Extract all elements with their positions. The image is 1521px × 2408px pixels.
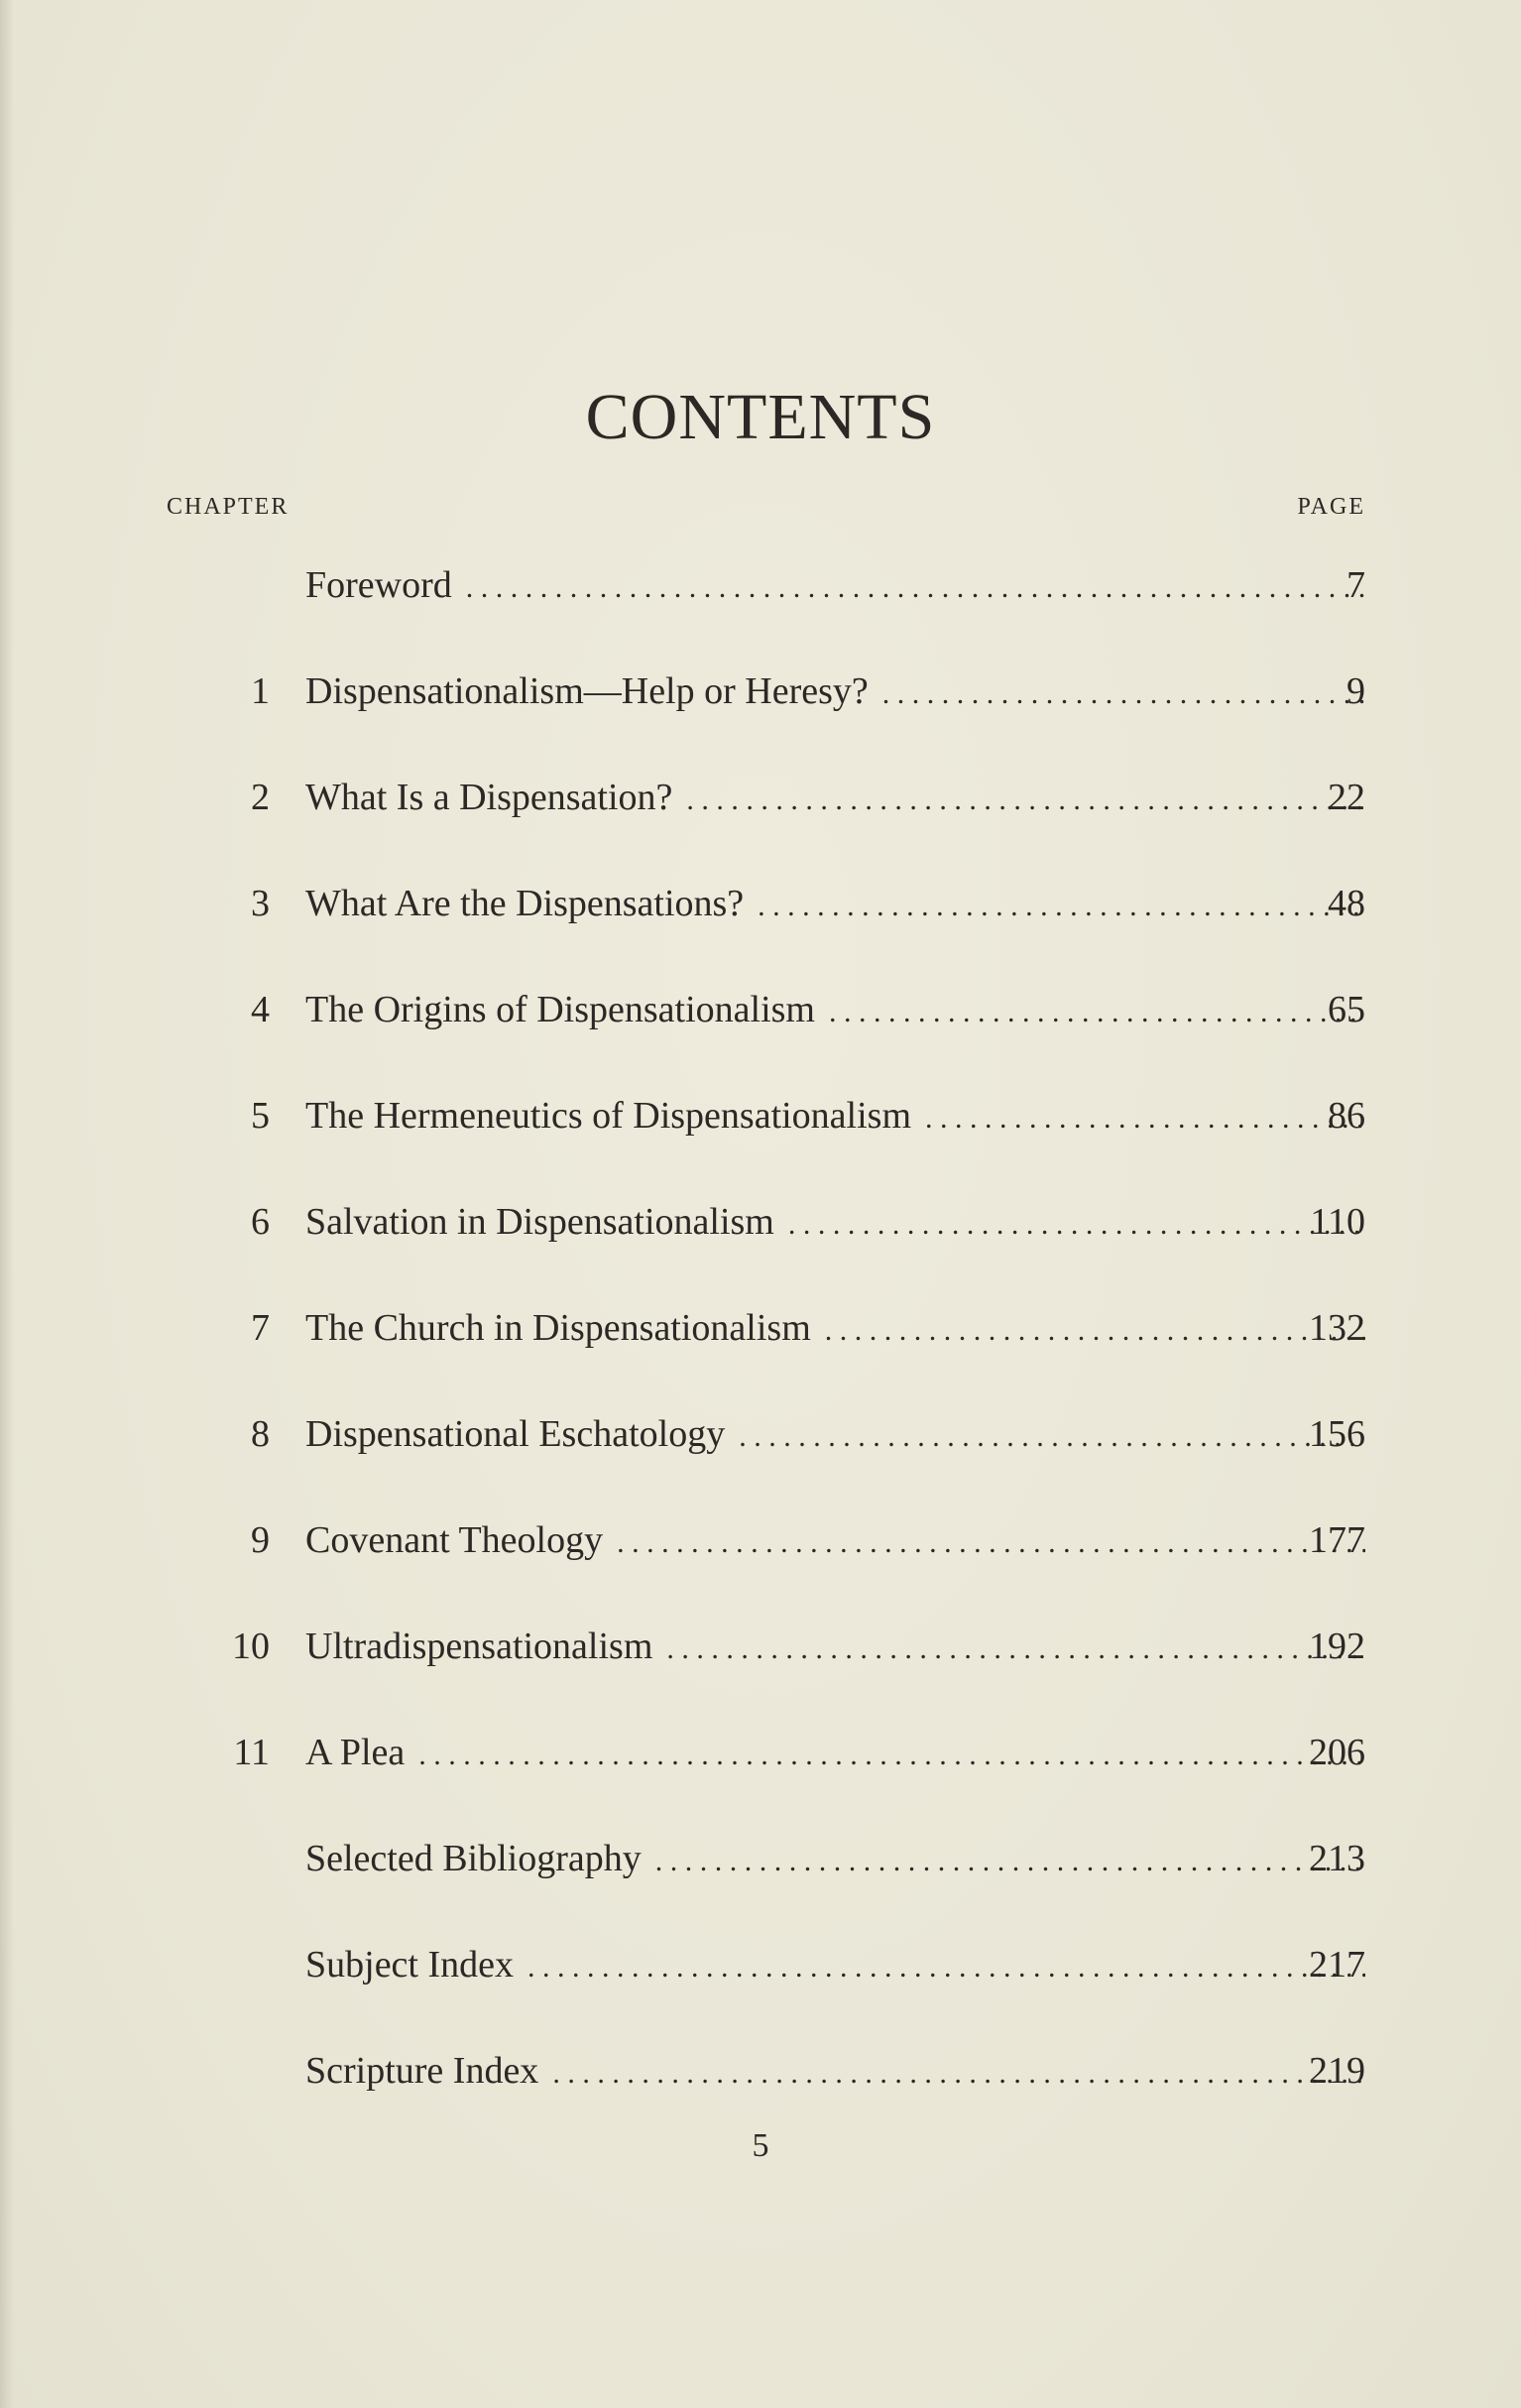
chapter-number: 6 bbox=[251, 1201, 270, 1243]
chapter-number: 5 bbox=[251, 1095, 270, 1137]
chapter-number: 4 bbox=[251, 989, 270, 1030]
leader-dots bbox=[617, 1513, 1365, 1573]
entry-line bbox=[305, 1404, 1365, 1467]
entry-title: A Plea bbox=[305, 1732, 406, 1773]
entry-title: Selected Bibliography bbox=[305, 1838, 642, 1879]
toc-entry-1 bbox=[0, 662, 1521, 721]
chapter-number: 9 bbox=[251, 1519, 270, 1561]
entry-title: Salvation in Dispensationalism bbox=[305, 1201, 774, 1243]
toc-entry-subject-index bbox=[0, 1935, 1521, 1994]
page-number: 132 bbox=[1309, 1307, 1365, 1349]
page-number: 213 bbox=[1309, 1838, 1365, 1879]
entry-line bbox=[305, 1298, 1365, 1361]
entry-title: Ultradispensationalism bbox=[305, 1625, 653, 1667]
page-number: 65 bbox=[1328, 989, 1365, 1030]
page-number: 86 bbox=[1328, 1095, 1365, 1137]
page-number: 206 bbox=[1309, 1732, 1365, 1773]
entry-line bbox=[305, 874, 1365, 936]
leader-dots bbox=[686, 771, 1365, 830]
page-folio-number: 5 bbox=[752, 2127, 769, 2164]
entry-line bbox=[305, 1829, 1365, 1891]
leader-dots bbox=[666, 1620, 1365, 1679]
page-number: 110 bbox=[1310, 1201, 1365, 1243]
entry-title: The Origins of Dispensationalism bbox=[305, 989, 815, 1030]
entry-line bbox=[305, 1617, 1365, 1679]
entry-line bbox=[305, 1510, 1365, 1573]
entry-line bbox=[305, 662, 1365, 724]
chapter-number: 10 bbox=[232, 1625, 270, 1667]
toc-entry-11 bbox=[0, 1723, 1521, 1782]
page-number: 7 bbox=[1346, 564, 1365, 606]
page-number: 48 bbox=[1328, 883, 1365, 924]
page-number: 22 bbox=[1328, 777, 1365, 818]
toc-entry-5 bbox=[0, 1086, 1521, 1145]
page-title: CONTENTS bbox=[585, 381, 936, 453]
toc-entry-7 bbox=[0, 1298, 1521, 1358]
entry-line bbox=[305, 555, 1365, 618]
toc-entry-3 bbox=[0, 874, 1521, 933]
entry-line bbox=[305, 1192, 1365, 1255]
toc-entry-4 bbox=[0, 980, 1521, 1039]
chapter-number: 8 bbox=[251, 1413, 270, 1455]
entry-line bbox=[305, 768, 1365, 830]
page-number: 177 bbox=[1309, 1519, 1365, 1561]
entry-title: Subject Index bbox=[305, 1944, 515, 1986]
entry-title: The Hermeneutics of Dispensationalism bbox=[305, 1095, 912, 1137]
leader-dots bbox=[655, 1832, 1365, 1891]
chapter-number: 2 bbox=[251, 777, 270, 818]
leader-dots bbox=[466, 558, 1365, 618]
page-number: 217 bbox=[1309, 1944, 1365, 1986]
entry-title: Covenant Theology bbox=[305, 1519, 604, 1561]
page-number: 156 bbox=[1309, 1413, 1365, 1455]
entry-line bbox=[305, 1086, 1365, 1148]
page-number: 192 bbox=[1309, 1625, 1365, 1667]
entry-line bbox=[305, 2041, 1365, 2104]
toc-entry-foreword bbox=[0, 555, 1521, 615]
chapter-number: 3 bbox=[251, 883, 270, 924]
entry-title: What Are the Dispensations? bbox=[305, 883, 745, 924]
leader-dots bbox=[552, 2044, 1365, 2104]
entry-line bbox=[305, 980, 1365, 1042]
chapter-number: 11 bbox=[233, 1732, 270, 1773]
entry-line bbox=[305, 1935, 1365, 1997]
page-column-header: PAGE bbox=[1297, 494, 1365, 520]
leader-dots bbox=[418, 1726, 1365, 1785]
chapter-number: 7 bbox=[251, 1307, 270, 1349]
page-number: 219 bbox=[1309, 2050, 1365, 2092]
toc-entry-bibliography bbox=[0, 1829, 1521, 1888]
leader-dots bbox=[527, 1938, 1365, 1997]
chapter-number: 1 bbox=[251, 670, 270, 712]
toc-entry-6 bbox=[0, 1192, 1521, 1252]
toc-entry-9 bbox=[0, 1510, 1521, 1570]
entry-title: Dispensationalism—Help or Heresy? bbox=[305, 670, 869, 712]
entry-title: What Is a Dispensation? bbox=[305, 777, 673, 818]
entry-line bbox=[305, 1723, 1365, 1785]
entry-title: Dispensational Eschatology bbox=[305, 1413, 726, 1455]
entry-title: Foreword bbox=[305, 564, 452, 606]
toc-entry-10 bbox=[0, 1617, 1521, 1676]
page-number: 9 bbox=[1346, 670, 1365, 712]
toc-entry-2 bbox=[0, 768, 1521, 827]
toc-entry-8 bbox=[0, 1404, 1521, 1464]
entry-title: Scripture Index bbox=[305, 2050, 539, 2092]
entry-title: The Church in Dispensationalism bbox=[305, 1307, 811, 1349]
toc-entry-scripture-index bbox=[0, 2041, 1521, 2101]
chapter-column-header: CHAPTER bbox=[167, 494, 290, 520]
